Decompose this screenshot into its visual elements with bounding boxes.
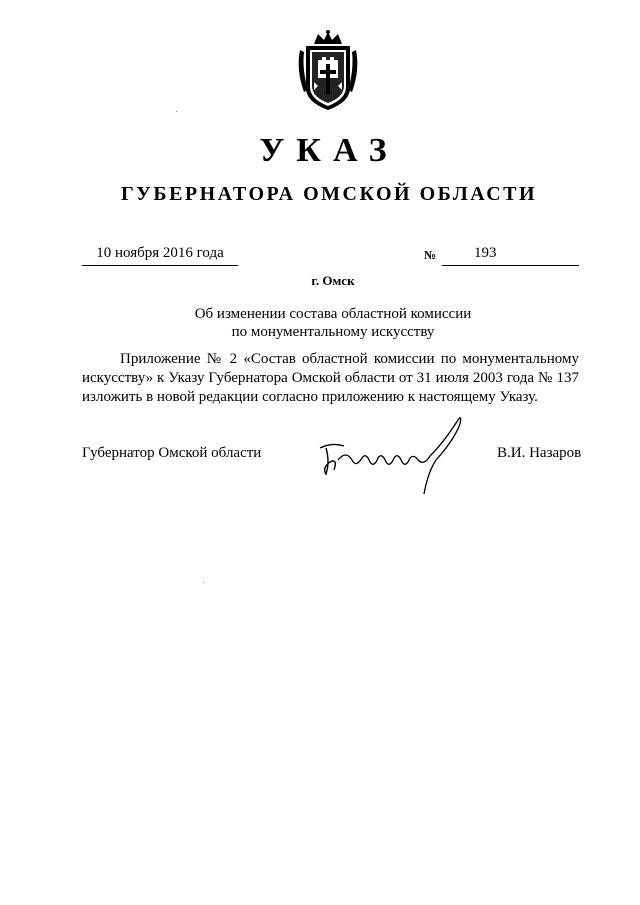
heading-line-2: по монументальному искусству bbox=[231, 324, 435, 340]
signatory-position: Губернатор Омской области bbox=[82, 445, 262, 461]
number-underline bbox=[442, 245, 579, 266]
handwritten-signature bbox=[312, 412, 472, 498]
document-title: УКАЗ bbox=[259, 132, 399, 169]
document-body: Приложение № 2 «Состав областной комиссии по монументальному искусству» к Указу Губернатора Омской области от 31 июля 2003 года № 137 изложить в новой редакции согласно приложению к настоящему Указу. bbox=[82, 351, 579, 405]
document-subtitle: ГУБЕРНАТОРА ОМСКОЙ ОБЛАСТИ bbox=[120, 183, 538, 205]
heading-line-1: Об изменении состава областной комиссии bbox=[194, 306, 472, 322]
scan-speck bbox=[176, 111, 177, 112]
document-heading bbox=[0, 305, 640, 341]
number-label: № bbox=[424, 248, 437, 262]
signatory-name: В.И. Назаров bbox=[497, 445, 582, 461]
document-date: 10 ноября 2016 года bbox=[82, 245, 238, 266]
scan-speck bbox=[203, 582, 204, 583]
coat-of-arms-emblem bbox=[296, 30, 360, 112]
document-number: 193 bbox=[474, 245, 497, 261]
document-city: г. Омск bbox=[311, 273, 355, 288]
